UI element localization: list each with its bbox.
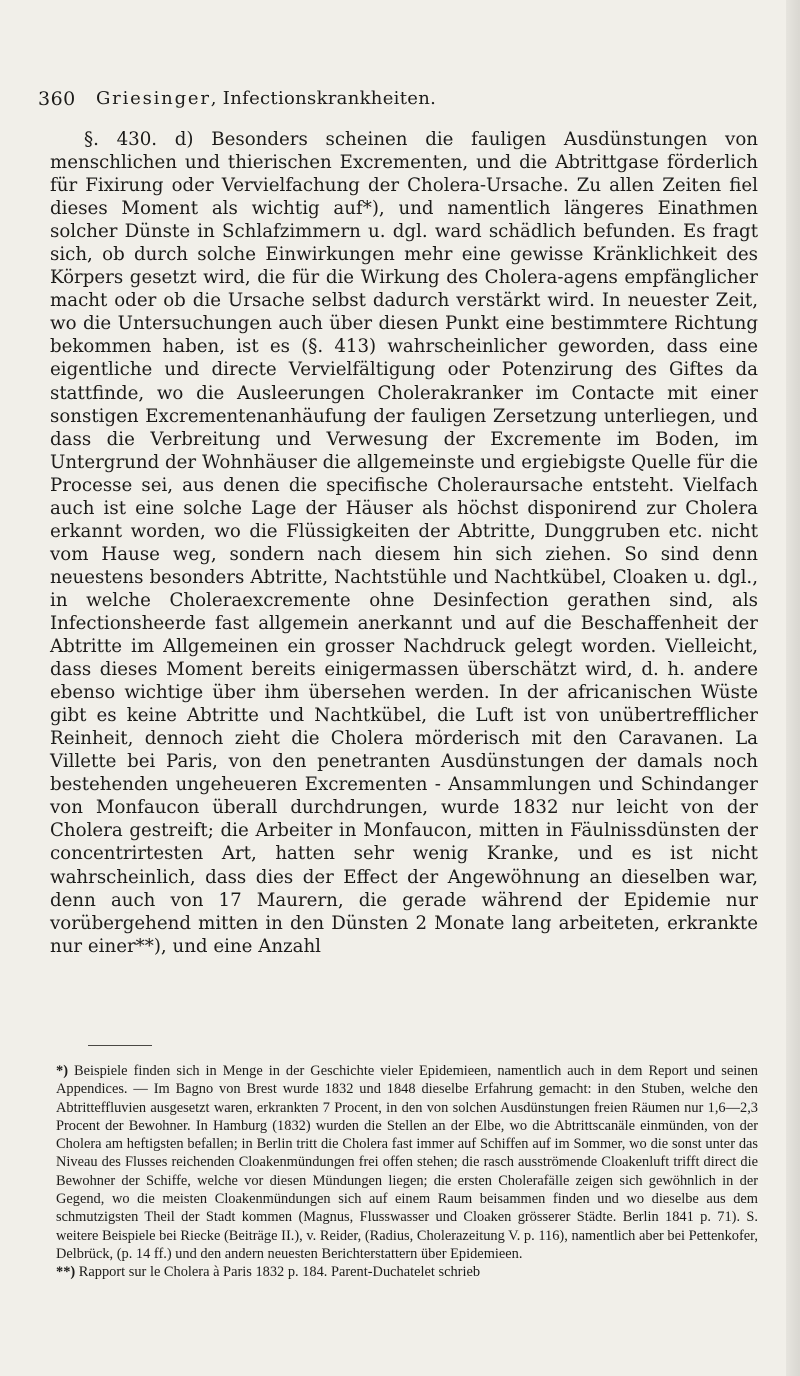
page-number: 360 <box>38 88 76 110</box>
running-author: Griesinger <box>96 88 211 109</box>
main-text <box>50 128 758 958</box>
footnote-text: Beispiele finden sich in Menge in der Geschichte vieler Epidemieen, namentlich auch in dem Report und seinen Appendices. — Im Bagno von Brest wurde 1832 und 1848 dieselbe Erfahrung gemacht: in den Stuben, welche den Abtritteffluvien ausgesetzt waren, erkrankten 7 Procent, in den von solchen Ausdünstungen freien Räumen nur 1,6—2,3 Procent der Bewohner. In Hamburg (1832) wurden die Stellen an der Elbe, wo die Abtrittscanäle einmünden, von der Cholera am heftigsten befallen; in Berlin tritt die Cholera fast immer auf Schiffen auf im Sommer, wo die sonst unter das Niveau des Flusses reichenden Cloakenmündungen frei offen stehen; die rasch ausströmende Cloakenluft trifft direct die Bewohner der Schiffe, welche vor diesen Mündungen liegen; die ersten Cholerafälle zeigen sich gewöhnlich in der Gegend, wo die meisten Cloakenmündungen sich auf einem Raum beisammen finden und wo dieselbe aus dem schmutzigsten Theil der Stadt kommen (Magnus, Flusswasser und Cloaken grösserer Städte. Berlin 1841 p. 71). S. weitere Beispiele bei Riecke (Beiträge II.), v. Reider, (Radius, Cholerazeitung V. p. 116), namentlich aber bei Pettenkofer, Delbrück, (p. 14 ff.) und den andern neuesten Berichterstattern über Epidemieen. <box>56 1063 758 1262</box>
running-header <box>38 88 758 112</box>
footnote-rule <box>88 1045 152 1046</box>
footnote-text: Rapport sur le Cholera à Paris 1832 p. 184. Parent-Duchatelet schrieb <box>78 1264 481 1281</box>
footnote-2 <box>56 1263 758 1281</box>
running-subject: , Infectionskrankheiten. <box>210 88 437 109</box>
paragraph-430: §. 430. d) Besonders scheinen die fauligen Ausdünstungen von menschlichen und thierischen Excrementen, und die Abtrittgase förderlich für Fixirung oder Vervielfachung der Cholera-Ursache. Zu allen Zeiten fiel dieses Moment als wichtig auf*), und namentlich längeres Einathmen solcher Dünste in Schlafzimmern u. dgl. ward schädlich befunden. Es fragt sich, ob durch solche Einwirkungen mehr eine gewisse Kränklichkeit des Körpers gesetzt wird, die für die Wirkung des Cholera-agens empfänglicher macht oder ob die Ursache selbst dadurch verstärkt wird. In neuester Zeit, wo die Untersuchungen auch über diesen Punkt eine bestimmtere Richtung bekommen haben, ist es (§. 413) wahrscheinlicher geworden, dass eine eigentliche und directe Vervielfältigung oder Potenzirung des Giftes da stattfinde, wo die Ausleerungen Cholerakranker im Contacte mit einer sonstigen Excrementenanhäufung der fauligen Zersetzung unterliegen, und dass die Verbreitung und Verwesung der Excremente im Boden, im Untergrund der Wohnhäuser die allgemeinste und ergiebigste Quelle für die Processe sei, aus denen die specifische Choleraursache entsteht. Vielfach auch ist eine solche Lage der Häuser als höchst disponirend zur Cholera erkannt worden, wo die Flüssigkeiten der Abtritte, Dunggruben etc. nicht vom Hause weg, sondern nach diesem hin sich ziehen. So sind denn neuestens besonders Abtritte, Nachtstühle und Nachtkübel, Cloaken u. dgl., in welche Choleraexcremente ohne Desinfection gerathen sind, als Infectionsheerde fast allgemein anerkannt und auf die Beschaffenheit der Abtritte im Allgemeinen ein grosser Nachdruck gelegt worden. Vielleicht, dass dieses Moment bereits einigermassen überschätzt wird, d. h. andere ebenso wichtige über ihm übersehen werden. In der africanischen Wüste gibt es keine Abtritte und Nachtkübel, die Luft ist von unübertrefflicher Reinheit, dennoch zieht die Cholera mörderisch mit den Caravanen. La Villette bei Paris, von den penetranten Ausdünstungen der damals noch bestehenden ungeheueren Excrementen - Ansammlungen und Schindanger von Monfaucon überall durchdrungen, wurde 1832 nur leicht von der Cholera gestreift; die Arbeiter in Monfaucon, mitten in Fäulnissdünsten der concentrirtesten Art, hatten sehr wenig Kranke, und es ist nicht wahrscheinlich, dass dies der Effect der Angewöhnung an dieselben war, denn auch von 17 Maurern, die gerade während der Epidemie nur vorübergehend mitten in den Dünsten 2 Monate lang arbeiteten, erkrankte nur einer**), und eine Anzahl <box>50 129 758 957</box>
footnote-marker: *) <box>56 1063 68 1079</box>
page-edge <box>786 0 800 1376</box>
running-title <box>96 88 436 109</box>
footnotes <box>56 1062 758 1282</box>
footnote-1 <box>56 1062 758 1263</box>
footnote-marker: **) <box>56 1264 76 1281</box>
